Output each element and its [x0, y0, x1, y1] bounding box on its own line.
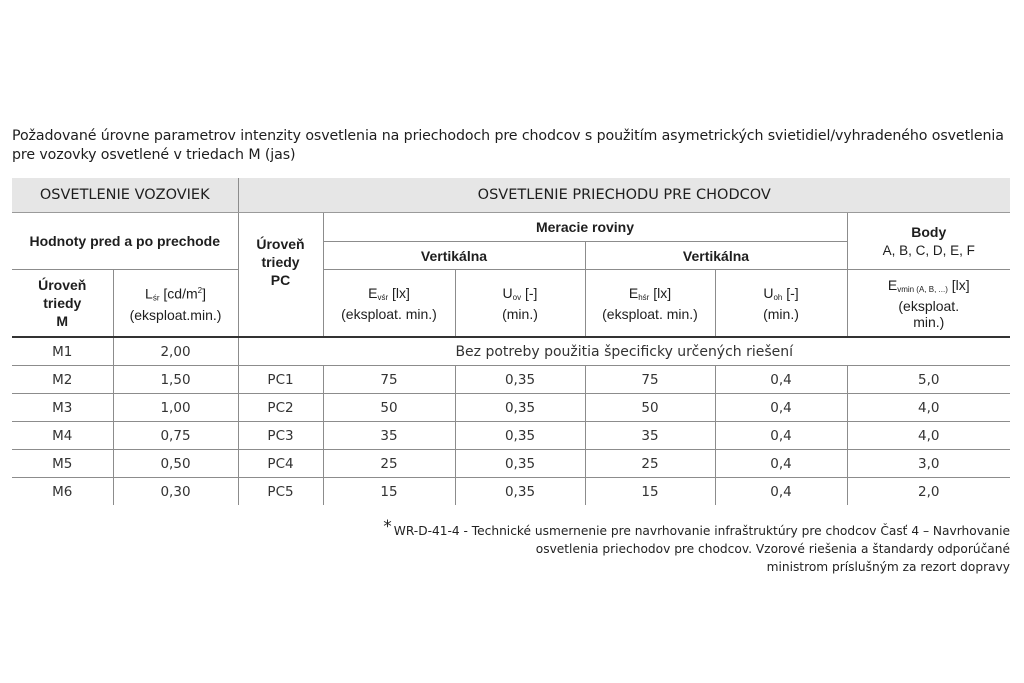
- cell-ehsr: 50: [585, 394, 715, 422]
- col-evsr: $E_{vśr}$ [lx] (eksploat. min.): [323, 270, 455, 338]
- footnote-marker: *: [383, 517, 392, 537]
- cell-uov: 0,35: [455, 450, 585, 478]
- cell-pc: PC1: [238, 366, 323, 394]
- cell-lsr: 2,00: [113, 337, 238, 366]
- cell-m: M3: [12, 394, 113, 422]
- cell-uoh: 0,4: [715, 478, 847, 506]
- road-subheader: Hodnoty pred a po prechode: [12, 213, 238, 270]
- cell-evsr: 50: [323, 394, 455, 422]
- col-uoh: $U_{oh}$ [-] (min.): [715, 270, 847, 338]
- body-points-header: Body A, B, C, D, E, F: [847, 213, 1010, 270]
- cell-evsr: 15: [323, 478, 455, 506]
- col-ehsr: $E_{hśr}$ [lx] (eksploat. min.): [585, 270, 715, 338]
- table-row-m1: [12, 337, 1010, 366]
- col-uov: $U_{ov}$ [-] (min.): [455, 270, 585, 338]
- cell-evmin: 4,0: [847, 422, 1010, 450]
- cell-evmin: 5,0: [847, 366, 1010, 394]
- group-road-lighting: OSVETLENIE VOZOVIEK: [12, 178, 238, 213]
- cell-lsr: 0,50: [113, 450, 238, 478]
- cell-m: M1: [12, 337, 113, 366]
- table-row: [12, 366, 1010, 394]
- cell-pc: PC3: [238, 422, 323, 450]
- table-caption: Požadované úrovne parametrov intenzity osvetlenia na priechodoch pre chodcov s použitím asymetrických svietidiel/vyhradeného osvetlenia pre vozovky osvetlené v triedach M (jas): [12, 128, 1004, 163]
- cell-uov: 0,35: [455, 478, 585, 506]
- cell-pc: PC4: [238, 450, 323, 478]
- col-m-level: Úroveň triedy M: [12, 270, 113, 338]
- footnote-line-2: osvetlenia priechodov pre chodcov. Vzorové riešenia a štandardy odporúčané: [535, 542, 1010, 556]
- table-row: [12, 394, 1010, 422]
- table-row: [12, 450, 1010, 478]
- cell-m: M5: [12, 450, 113, 478]
- cell-uoh: 0,4: [715, 366, 847, 394]
- cell-uoh: 0,4: [715, 450, 847, 478]
- cell-lsr: 0,30: [113, 478, 238, 506]
- cell-m: M2: [12, 366, 113, 394]
- cell-evsr: 25: [323, 450, 455, 478]
- col-evmin: $E_{vmin (A, B, ...)}$ [lx] (eksploat. min.): [847, 270, 1010, 338]
- cell-m: M4: [12, 422, 113, 450]
- cell-ehsr: 35: [585, 422, 715, 450]
- cell-evsr: 75: [323, 366, 455, 394]
- group-crossing-lighting: OSVETLENIE PRIECHODU PRE CHODCOV: [238, 178, 1010, 213]
- cell-evmin: 2,0: [847, 478, 1010, 506]
- vertical-plane-2: Vertikálna: [585, 242, 847, 270]
- cell-ehsr: 75: [585, 366, 715, 394]
- cell-ehsr: 15: [585, 478, 715, 506]
- cell-pc: PC2: [238, 394, 323, 422]
- cell-no-requirement: Bez potreby použitia špecificky určených riešení: [238, 337, 1010, 366]
- cell-lsr: 1,50: [113, 366, 238, 394]
- cell-evsr: 35: [323, 422, 455, 450]
- header-row-columns: [12, 270, 1010, 338]
- table-row: [12, 422, 1010, 450]
- cell-evmin: 3,0: [847, 450, 1010, 478]
- cell-uov: 0,35: [455, 422, 585, 450]
- cell-evmin: 4,0: [847, 394, 1010, 422]
- footnote: [310, 518, 1010, 576]
- cell-m: M6: [12, 478, 113, 506]
- table-row: [12, 478, 1010, 506]
- vertical-plane-1: Vertikálna: [323, 242, 585, 270]
- footnote-line-1: WR-D-41-4 - Technické usmernenie pre navrhovanie infraštruktúry pre chodcov Časť 4 – Navrhovanie: [393, 524, 1010, 538]
- col-lsr: $L_{śr}$ $[cd/m^2]$ (eksploat.min.): [113, 270, 238, 338]
- lighting-requirements-table: [12, 178, 1010, 505]
- cell-ehsr: 25: [585, 450, 715, 478]
- footnote-line-3: ministrom príslušným za rezort dopravy: [766, 560, 1010, 574]
- pc-level-header: Úroveň triedy PC: [238, 213, 323, 338]
- cell-uov: 0,35: [455, 394, 585, 422]
- measure-planes-header: Meracie roviny: [323, 213, 847, 242]
- cell-lsr: 0,75: [113, 422, 238, 450]
- cell-pc: PC5: [238, 478, 323, 506]
- header-row-groups: [12, 178, 1010, 213]
- cell-uoh: 0,4: [715, 422, 847, 450]
- cell-lsr: 1,00: [113, 394, 238, 422]
- header-row-2: [12, 213, 1010, 242]
- cell-uov: 0,35: [455, 366, 585, 394]
- cell-uoh: 0,4: [715, 394, 847, 422]
